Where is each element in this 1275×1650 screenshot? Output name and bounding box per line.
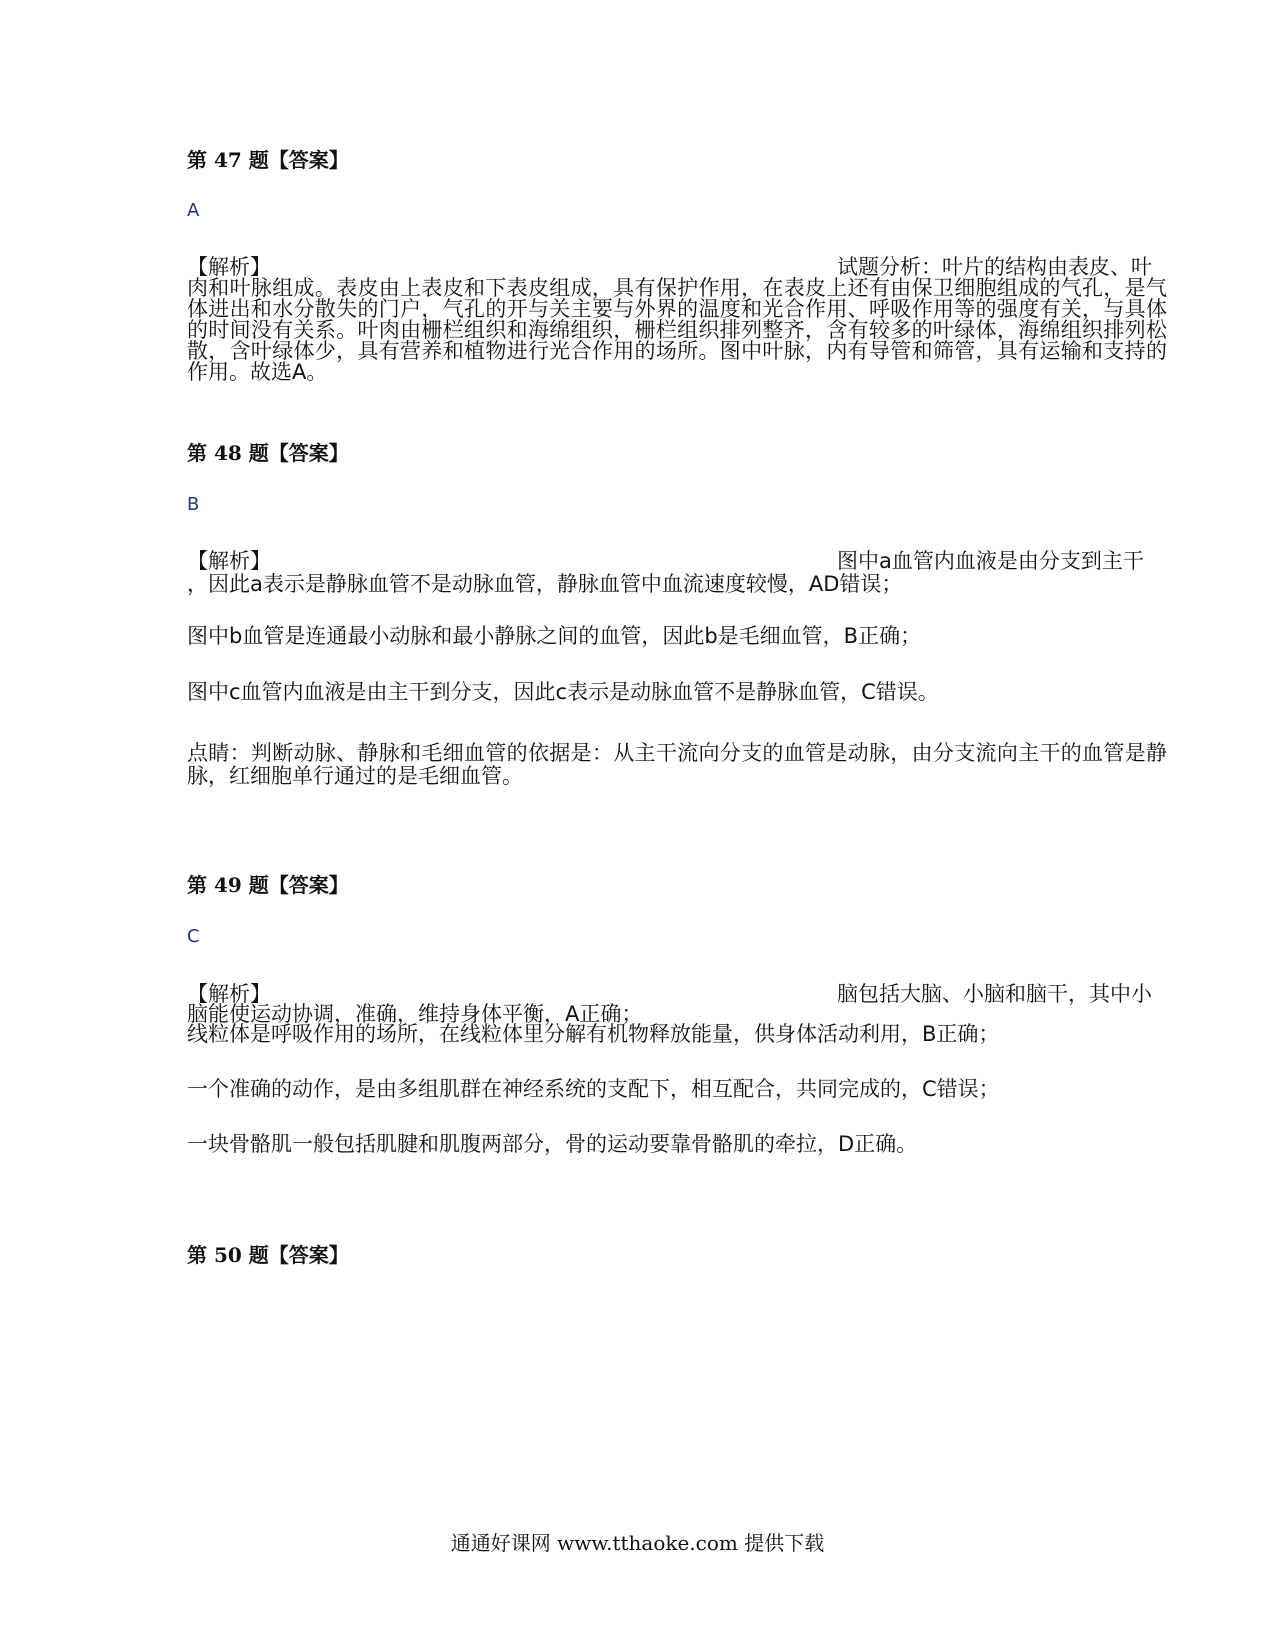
q49-analysis-body1: 脑能使运动协调，准确，维持身体平衡，A正确； [187,1002,643,1026]
q47-analysis-lead: 试题分析：叶片的结构由表皮、叶 [837,255,1152,279]
q47-analysis-body: 肉和叶脉组成。表皮由上表皮和下表皮组成，具有保护作用，在表皮上还有由保卫细胞组成的气孔，是气体进出和水分散失的门户，气孔的开与关主要与外界的温度和光合作用、呼吸作用等的强度有关，与具体的时间没有关系。叶肉由栅栏组织和海绵组织，栅栏组织排列整齐，含有较多的叶绿体，海绵组织排列松散，含叶绿体少，具有营养和植物进行光合作用的场所。图中叶脉，内有导管和筛管，具有运输和支持的作用。故选A。 [187,276,1167,384]
q48-analysis-lead: 图中a血管内血液是由分支到主干 [837,549,1144,573]
q47-analysis-label: 【解析】 [187,255,271,279]
q50-heading: 第 50 题【答案】 [187,1243,349,1267]
q47-answer: A [187,200,200,221]
q48-analysis-body: ，因此a表示是静脉血管不是动脉血管，静脉血管中血流速度较慢，AD错误； [187,572,903,596]
q48-analysis-line2: 图中b血管是连通最小动脉和最小静脉之间的血管，因此b是毛细血管，B正确； [187,624,922,648]
q48-analysis-line3: 图中c血管内血液是由主干到分支，因此c表示是动脉血管不是静脉血管，C错误。 [187,680,939,704]
q48-heading: 第 48 题【答案】 [187,441,349,465]
q49-analysis-lead: 脑包括大脑、小脑和脑干，其中小 [837,982,1152,1006]
q48-analysis-label: 【解析】 [187,549,271,573]
q49-analysis-body2: 线粒体是呼吸作用的场所，在线粒体里分解有机物释放能量，供身体活动利用，B正确； [187,1022,1000,1046]
q47-heading: 第 47 题【答案】 [187,148,349,172]
q48-analysis-row [187,551,1167,572]
q48-note: 点睛：判断动脉、静脉和毛细血管的依据是：从主干流向分支的血管是动脉，由分支流向主干的血管是静脉，红细胞单行通过的是毛细血管。 [187,741,1167,788]
q48-answer: B [187,494,200,515]
q49-analysis-label: 【解析】 [187,982,271,1006]
q49-heading: 第 49 题【答案】 [187,873,349,897]
q49-answer: C [187,926,200,947]
page-footer: 通通好课网 www.tthaoke.com 提供下载 [450,1531,825,1555]
q49-analysis-line3: 一个准确的动作，是由多组肌群在神经系统的支配下，相互配合，共同完成的，C错误； [187,1077,1000,1101]
q49-analysis-line4: 一块骨骼肌一般包括肌腱和肌腹两部分，骨的运动要靠骨骼肌的牵拉，D正确。 [187,1132,918,1156]
q47-analysis-row [187,257,1167,278]
